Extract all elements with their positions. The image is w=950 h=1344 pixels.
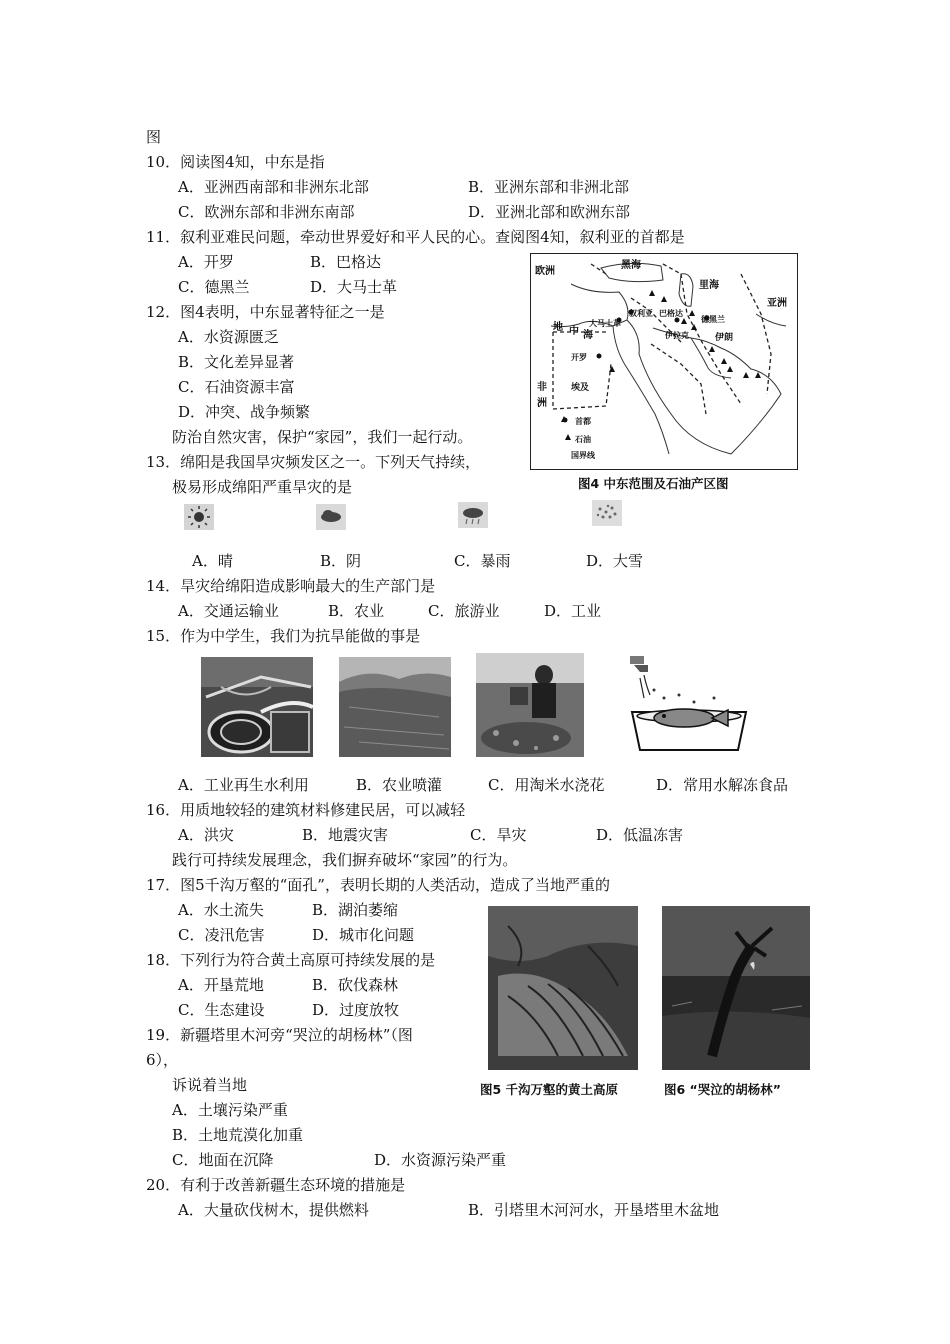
snow-icon [592, 500, 622, 526]
q14-option-b: B．农业 [328, 602, 385, 620]
q12-option-c: C．石油资源丰富 [178, 378, 295, 396]
q13-option-d: D．大雪 [586, 552, 644, 570]
map-label-cairo: 开罗 [571, 353, 587, 362]
map-label-egypt: 埃及 [571, 383, 590, 393]
q12-option-b: B．文化差异显著 [178, 353, 295, 371]
map-legend-capital: 首都 [575, 417, 591, 426]
q10-option-b: B．亚洲东部和非洲北部 [468, 178, 630, 196]
q19-option-b: B．土地荒漠化加重 [172, 1126, 304, 1144]
thawing-food-drawing [624, 650, 754, 758]
q16-option-c: C．旱灾 [470, 826, 527, 844]
figure-5-caption: 图5 千沟万壑的黄土高原 [480, 1082, 619, 1097]
q15-option-c: C．用淘米水浇花 [488, 776, 605, 794]
map-legend-border: 国界线 [571, 451, 595, 460]
q18-option-a: A．开垦荒地 [178, 976, 264, 994]
map-label-baghdad: 巴格达 [659, 309, 683, 318]
question-19-line3: 诉说着当地 [172, 1076, 248, 1094]
q15-option-d: D．常用水解冻食品 [656, 776, 789, 794]
q17-option-b: B．湖泊萎缩 [312, 901, 399, 919]
industrial-water-recycling-photo [201, 657, 313, 757]
q19-option-c: C．地面在沉降 [172, 1151, 274, 1169]
question-14: 14．旱灾给绵阳造成影响最大的生产部门是 [146, 577, 436, 595]
q16-option-d: D．低温冻害 [596, 826, 684, 844]
page-fragment-label: 图 [146, 128, 162, 146]
watering-flowers-photo [476, 653, 584, 757]
q18-option-b: B．砍伐森林 [312, 976, 399, 994]
question-16: 16．用质地较轻的建筑材料修建民居，可以减轻 [146, 801, 466, 819]
figure-6-caption: 图6 “哭泣的胡杨林” [664, 1082, 781, 1097]
question-18: 18．下列行为符合黄土高原可持续发展的是 [146, 951, 436, 969]
q11-option-d: D．大马士革 [310, 278, 398, 296]
map-legend-oil: 石油 [575, 435, 591, 444]
question-19-line2: 6）， [146, 1051, 179, 1069]
q12-option-d: D．冲突、战争频繁 [178, 403, 311, 421]
q11-option-a: A．开罗 [178, 253, 234, 271]
q14-option-d: D．工业 [544, 602, 602, 620]
q14-option-a: A．交通运输业 [178, 602, 279, 620]
q10-option-d: D．亚洲北部和欧洲东部 [468, 203, 631, 221]
figure-4-caption: 图4 中东范围及石油产区图 [578, 476, 729, 491]
question-19: 19．新疆塔里木河旁“哭泣的胡杨林”（图 [146, 1026, 413, 1044]
map-label-africa-2: 洲 [537, 398, 547, 409]
q15-option-a: A．工业再生水利用 [178, 776, 309, 794]
q17-option-c: C．凌汛危害 [178, 926, 265, 944]
q16-option-b: B．地震灾害 [302, 826, 389, 844]
question-11: 11．叙利亚难民问题，牵动世界爱好和平人民的心。查阅图4知，叙利亚的首都是 [146, 228, 685, 246]
q13-option-a: A．晴 [192, 552, 233, 570]
q14-option-c: C．旅游业 [428, 602, 500, 620]
map-label-iraq: 伊拉克 [665, 331, 689, 340]
map-label-europe: 欧洲 [535, 266, 555, 277]
question-20: 20．有利于改善新疆生态环境的措施是 [146, 1176, 406, 1194]
q10-option-c: C．欧洲东部和非洲东南部 [178, 203, 355, 221]
q11-option-c: C．德黑兰 [178, 278, 250, 296]
middle-east-map [530, 253, 798, 470]
sunny-icon [184, 504, 214, 530]
map-label-mediterranean-3: 海 [583, 330, 593, 341]
weeping-populus-photo [662, 906, 810, 1070]
q15-option-b: B．农业喷灌 [356, 776, 443, 794]
map-label-iran: 伊朗 [715, 333, 734, 343]
question-12: 12．图4表明，中东显著特征之一是 [146, 303, 385, 321]
question-15: 15．作为中学生，我们为抗旱能做的事是 [146, 627, 421, 645]
q17-option-d: D．城市化问题 [312, 926, 415, 944]
q20-option-b: B．引塔里木河河水，开垦塔里木盆地 [468, 1201, 720, 1219]
map-label-tehran: 德黑兰 [701, 315, 725, 324]
q18-option-c: C．生态建设 [178, 1001, 265, 1019]
question-13: 13．绵阳是我国旱灾频发区之一。下列天气持续， [146, 453, 481, 471]
q18-option-d: D．过度放牧 [312, 1001, 400, 1019]
q19-option-a: A．土壤污染严重 [172, 1101, 288, 1119]
q19-option-d: D．水资源污染严重 [374, 1151, 507, 1169]
q20-option-a: A．大量砍伐树木，提供燃料 [178, 1201, 369, 1219]
cloudy-icon [316, 504, 346, 530]
map-label-mediterranean-1: 地 [553, 322, 563, 333]
map-label-black-sea: 黑海 [621, 260, 641, 271]
q13-option-c: C．暴雨 [454, 552, 511, 570]
map-label-africa-1: 非 [537, 382, 547, 393]
q13-option-b: B．阴 [320, 552, 362, 570]
map-label-asia: 亚洲 [767, 298, 787, 309]
rainstorm-icon [458, 502, 488, 528]
q17-option-a: A．水土流失 [178, 901, 264, 919]
map-label-caspian: 里海 [699, 280, 719, 291]
section-intro-disasters: 防治自然灾害，保护“家园”，我们一起行动。 [172, 428, 473, 446]
q16-option-a: A．洪灾 [178, 826, 234, 844]
question-13-line2: 极易形成绵阳严重旱灾的是 [172, 478, 353, 496]
agricultural-sprinkler-photo [339, 657, 451, 757]
map-label-mediterranean-2: 中 [569, 326, 579, 337]
section-intro-sustainability: 践行可持续发展理念，我们摒弃破坏“家园”的行为。 [172, 851, 518, 869]
q12-option-a: A．水资源匮乏 [178, 328, 279, 346]
question-10: 10．阅读图4知，中东是指 [146, 153, 325, 171]
q11-option-b: B．巴格达 [310, 253, 382, 271]
question-17: 17．图5千沟万壑的“面孔”，表明长期的人类活动，造成了当地严重的 [146, 876, 610, 894]
q10-option-a: A．亚洲西南部和非洲东北部 [178, 178, 369, 196]
map-label-syria: 叙利亚 [629, 309, 653, 318]
map-label-damascus: 大马士革 [589, 319, 621, 328]
loess-plateau-photo [488, 906, 638, 1070]
